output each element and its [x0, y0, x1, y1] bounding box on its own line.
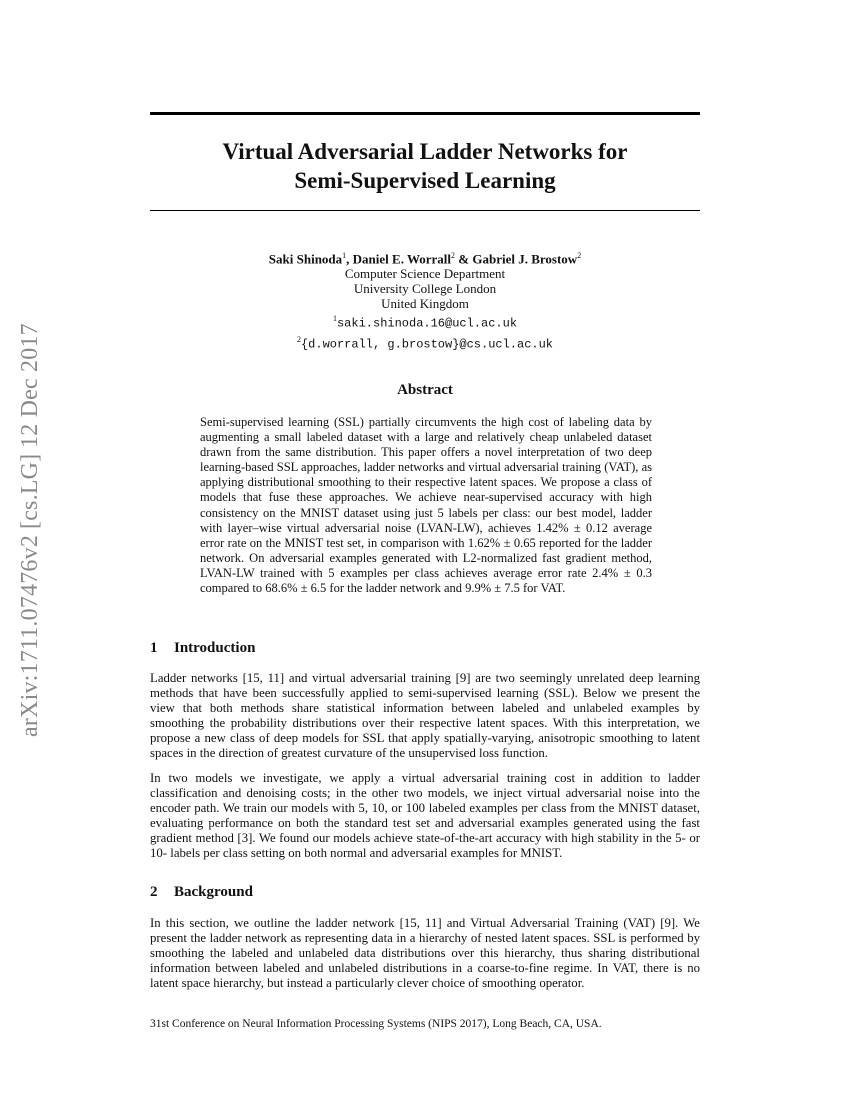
author-1: Saki Shinoda — [268, 251, 343, 267]
author-1-affiliation-mark: 1 — [342, 251, 347, 260]
email-2: {d.worrall, g.brostow}@cs.ucl.ac.uk — [300, 336, 554, 351]
author-3: Gabriel J. Brostow — [472, 251, 578, 267]
title-rule-bottom — [150, 210, 700, 211]
title-line-1: Virtual Adversarial Ladder Networks for — [222, 139, 628, 164]
intro-paragraph-2: In two models we investigate, we apply a virtual adversarial training cost in addition to ladder classification and denoising costs; in the other two models, we inject virtual adversarial noise into the encoder path. We train our models with 5, 10, or 100 labeled examples per class from the MNIST dataset, evaluating performance on both the standard test set and adversarial examples generated using the fast gradient method [3]. We found our models achieve state-of-the-art accuracy with high stability in the 5- or 10- labels per class setting on both normal and adversarial examples for MNIST. — [150, 771, 700, 861]
author-separator: , — [346, 251, 353, 267]
title-line-2: Semi-Supervised Learning — [294, 168, 556, 193]
email-line-1 — [150, 311, 700, 331]
email-1-mark: 1 — [332, 314, 337, 324]
abstract-heading: Abstract — [397, 382, 453, 398]
author-names — [150, 248, 700, 266]
section-title: Introduction — [174, 640, 256, 656]
section-number: 2 — [150, 884, 158, 900]
abstract-text: Semi-supervised learning (SSL) partially circumvents the high cost of labeling data by augmenting a small labeled dataset with a large and relatively cheap unlabeled dataset drawn from the same distribution. This paper offers a novel interpretation of two deep learning-based SSL approaches, ladder networks and virtual adversarial training (VAT), as applying distributional smoothing to their respective latent spaces. We propose a class of models that fuse these approaches. We achieve near-supervised accuracy with high consistency on the MNIST dataset using just 5 labels per class: our best model, ladder with layer–wise virtual adversarial noise (LVAN-LW), achieves 1.42% ± 0.12 average error rate on the MNIST test set, in comparison with 1.62% ± 0.65 reported for the ladder network. On adversarial examples generated with L2-normalized fast gradient method, LVAN-LW trained with 5 examples per class achieves average error rate 2.4% ± 0.3 compared to 68.6% ± 6.5 for the ladder network and 9.9% ± 7.5 for VAT. — [200, 415, 652, 596]
arxiv-category: [cs.LG] — [17, 453, 43, 530]
author-ampersand: & — [455, 251, 473, 267]
section-number: 1 — [150, 640, 158, 656]
conference-footnote: 31st Conference on Neural Information Processing Systems (NIPS 2017), Long Beach, CA, USA. — [150, 1018, 602, 1030]
arxiv-sidebar-stamp — [17, 290, 44, 770]
section-heading-background — [150, 884, 253, 901]
author-3-affiliation-mark: 2 — [577, 251, 582, 260]
email-line-2 — [150, 332, 700, 352]
author-2: Daniel E. Worrall — [352, 251, 452, 267]
intro-paragraph-1: Ladder networks [15, 11] and virtual adversarial training [9] are two seemingly unrelated deep learning methods that have been successfully applied to semi-supervised learning (SSL). Below we present the view that both methods share statistical information between labeled and unlabeled examples by smoothing the probability distributions over their respective latent spaces. With this interpretation, we propose a new class of deep models for SSL that apply spatially-varying, anisotropic smoothing to latent spaces in the direction of greatest curvature of the unsupervised loss function. — [150, 671, 700, 761]
section-title: Background — [174, 884, 253, 900]
author-block — [150, 248, 700, 352]
email-1: saki.shinoda.16@ucl.ac.uk — [336, 316, 518, 331]
email-2-mark: 2 — [296, 334, 301, 344]
arxiv-date: 12 Dec 2017 — [17, 322, 43, 448]
background-paragraph-1: In this section, we outline the ladder network [15, 11] and Virtual Adversarial Training (VAT) [9]. We present the ladder network as representing data in a hierarchy of nested latent spaces. SSL is performed by smoothing the labeled and unlabeled data distributions over this hierarchy, thus sharing distributional information between labeled and unlabeled distributions in a coarse-to-fine regime. In VAT, there is no latent space hierarchy, but instead a particularly clever choice of smoothing operator. — [150, 916, 700, 991]
paper-title — [150, 137, 700, 195]
section-heading-introduction — [150, 640, 255, 657]
title-rule-top — [150, 112, 700, 115]
arxiv-id: arXiv:1711.07476v2 — [17, 535, 43, 738]
affiliation-department: Computer Science Department — [344, 266, 506, 282]
affiliation-university: University College London — [353, 281, 497, 297]
affiliation-country: United Kingdom — [381, 296, 469, 312]
author-2-affiliation-mark: 2 — [451, 251, 456, 260]
